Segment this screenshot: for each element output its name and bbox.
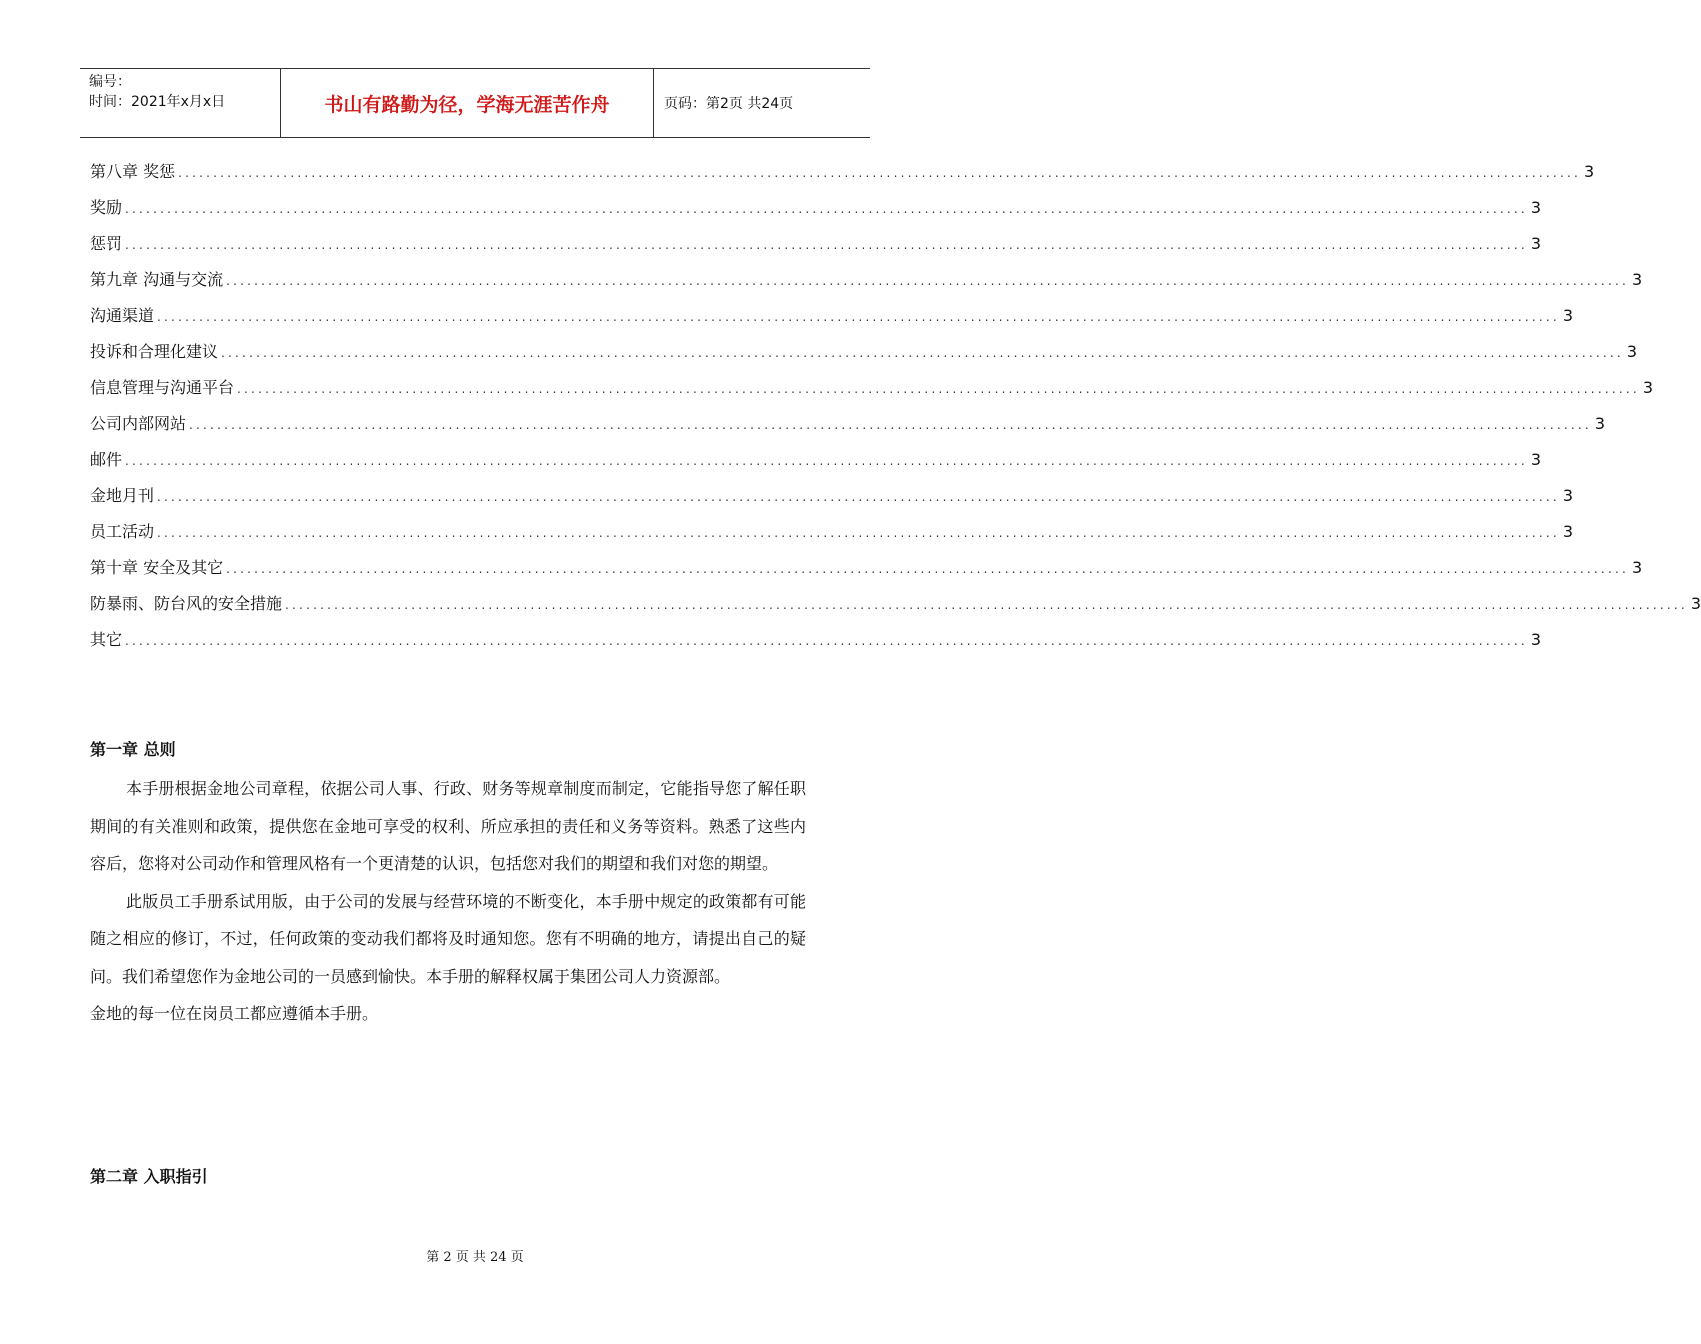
toc-leader-dots: ........................................................................................................................................................................................................ <box>125 202 1528 216</box>
toc-entry-label: 沟通渠道 <box>90 306 155 325</box>
toc-entry-label: 防暴雨、防台风的安全措施 <box>90 594 283 613</box>
toc-entry[interactable] <box>90 514 1574 550</box>
toc-entry-page: 3 <box>1594 414 1606 433</box>
toc-entry-page: 3 <box>1530 450 1542 469</box>
toc-entry[interactable] <box>90 334 1638 370</box>
toc-leader-dots: ........................................................................................................................................................................................................ <box>189 418 1592 432</box>
toc-entry-page: 3 <box>1562 306 1574 325</box>
toc-entry[interactable] <box>90 586 1701 622</box>
toc-leader-dots: ........................................................................................................................................................................................................ <box>285 598 1688 612</box>
toc-entry-label: 第八章 奖惩 <box>90 162 176 181</box>
toc-entry[interactable] <box>90 478 1574 514</box>
toc-entry-page: 3 <box>1626 342 1638 361</box>
page-footer: 第 2 页 共 24 页 <box>426 1250 524 1265</box>
chapter1-body <box>90 770 806 1033</box>
toc-entry[interactable] <box>90 298 1574 334</box>
toc-entry[interactable] <box>90 226 1542 262</box>
toc-entry[interactable] <box>90 370 1654 406</box>
toc-leader-dots: ........................................................................................................................................................................................................ <box>221 346 1624 360</box>
chapter1-paragraph: 本手册根据金地公司章程，依据公司人事、行政、财务等规章制度而制定，它能指导您了解任职期间的有关准则和政策，提供您在金地可享受的权利、所应承担的责任和义务等资料。熟悉了这些内容后，您将对公司动作和管理风格有一个更清楚的认识，包括您对我们的期望和我们对您的期望。 <box>90 779 806 873</box>
toc-entry-page: 3 <box>1530 234 1542 253</box>
page-header <box>80 68 870 138</box>
toc-leader-dots: ........................................................................................................................................................................................................ <box>125 634 1528 648</box>
toc-entry-page: 3 <box>1583 162 1595 181</box>
toc-entry[interactable] <box>90 442 1542 478</box>
header-motto: 书山有路勤为径，学海无涯苦作舟 <box>281 69 654 137</box>
toc-entry-page: 3 <box>1642 378 1654 397</box>
chapter1-paragraph: 此版员工手册系试用版，由于公司的发展与经营环境的不断变化，本手册中规定的政策都有可能随之相应的修订，不过，任何政策的变动我们都将及时通知您。您有不明确的地方，请提出自己的疑问。我们希望您作为金地公司的一员感到愉快。本手册的解释权属于集团公司人力资源部。 <box>90 891 806 986</box>
toc-leader-dots: ........................................................................................................................................................................................................ <box>125 454 1528 468</box>
toc-leader-dots: ........................................................................................................................................................................................................ <box>157 526 1560 540</box>
toc-entry[interactable] <box>90 622 1542 658</box>
table-of-contents <box>90 154 1701 658</box>
toc-entry-page: 3 <box>1562 522 1574 541</box>
number-label: 编号： <box>89 74 131 90</box>
toc-leader-dots: ........................................................................................................................................................................................................ <box>226 562 1629 576</box>
toc-entry-label: 第十章 安全及其它 <box>90 558 224 577</box>
toc-entry-label: 惩罚 <box>90 234 123 253</box>
toc-leader-dots: ........................................................................................................................................................................................................ <box>237 382 1640 396</box>
toc-entry-page: 3 <box>1690 594 1701 613</box>
toc-entry-label: 公司内部网站 <box>90 414 187 433</box>
toc-entry-label: 信息管理与沟通平台 <box>90 378 235 397</box>
chapter1-paragraph: 金地的每一位在岗员工都应遵循本手册。 <box>90 1004 379 1023</box>
toc-leader-dots: ........................................................................................................................................................................................................ <box>157 310 1560 324</box>
toc-leader-dots: ........................................................................................................................................................................................................ <box>157 490 1560 504</box>
toc-leader-dots: ........................................................................................................................................................................................................ <box>125 238 1528 252</box>
toc-entry[interactable] <box>90 190 1542 226</box>
toc-entry-label: 员工活动 <box>90 522 155 541</box>
toc-entry-page: 3 <box>1631 558 1643 577</box>
toc-entry-label: 金地月刊 <box>90 486 155 505</box>
toc-leader-dots: ........................................................................................................................................................................................................ <box>226 274 1629 288</box>
toc-entry-page: 3 <box>1631 270 1643 289</box>
toc-entry-label: 第九章 沟通与交流 <box>90 270 224 289</box>
chapter1-title: 第一章 总则 <box>90 740 176 759</box>
toc-entry-label: 奖励 <box>90 198 123 217</box>
header-meta <box>80 69 281 137</box>
toc-entry-page: 3 <box>1562 486 1574 505</box>
chapter2-title: 第二章 入职指引 <box>90 1167 208 1186</box>
time-label: 时间：2021年x月x日 <box>89 94 226 110</box>
toc-entry-label: 其它 <box>90 630 123 649</box>
toc-entry-page: 3 <box>1530 630 1542 649</box>
toc-entry[interactable] <box>90 154 1595 190</box>
toc-entry[interactable] <box>90 262 1643 298</box>
toc-entry-page: 3 <box>1530 198 1542 217</box>
toc-entry-label: 投诉和合理化建议 <box>90 342 219 361</box>
toc-entry-label: 邮件 <box>90 450 123 469</box>
header-page-info: 页码：第2页 共24页 <box>664 96 794 112</box>
toc-entry[interactable] <box>90 406 1606 442</box>
toc-entry[interactable] <box>90 550 1643 586</box>
toc-leader-dots: ........................................................................................................................................................................................................ <box>178 166 1581 180</box>
